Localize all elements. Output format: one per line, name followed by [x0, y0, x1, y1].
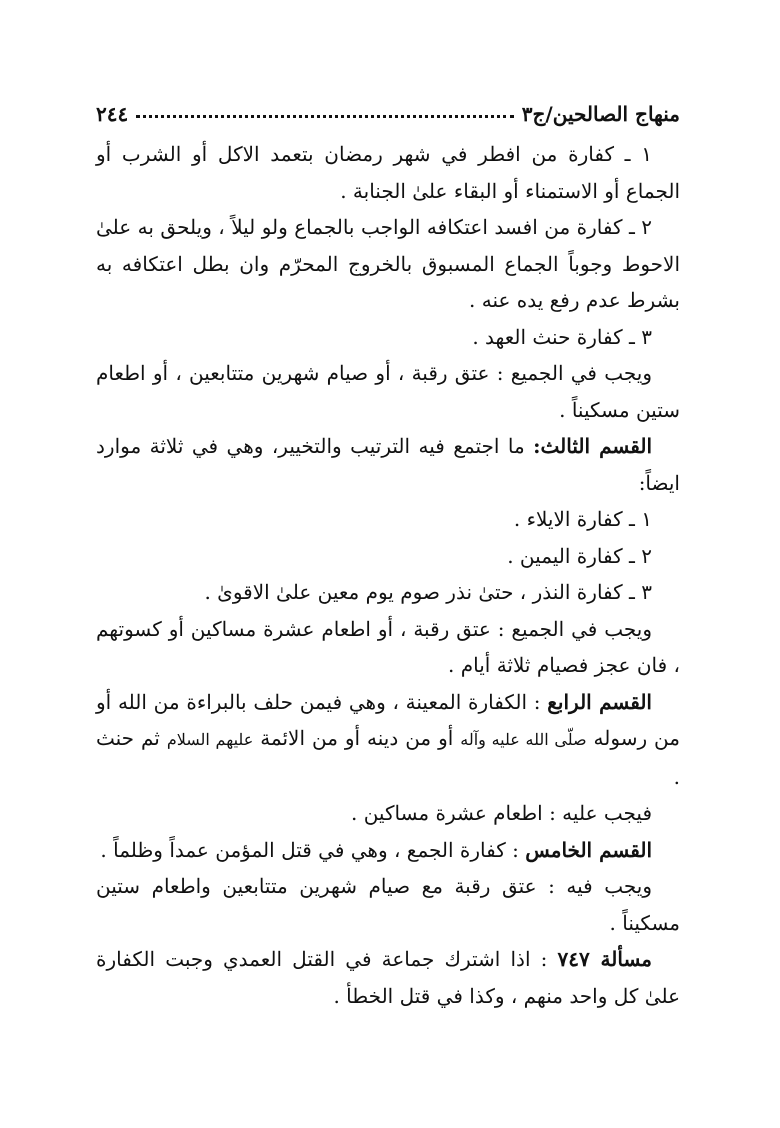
ruling-paragraph: فيجب عليه : اطعام عشرة مساكين .: [350, 801, 652, 825]
list-item-3: ٣ ـ كفارة النذر ، حتىٰ نذر صوم يوم معين علىٰ الاقوىٰ .: [204, 580, 652, 604]
section-heading: القسم الثالث:: [533, 434, 653, 458]
section-text: ثم حنث .: [96, 726, 680, 789]
section-text: : كفارة الجمع ، وهي في قتل المؤمن عمداً وظلماً .: [100, 837, 526, 862]
list-item-1: ١ ـ كفارة من افطر في شهر رمضان بتعمد الاكل أو الشرب أو الجماع أو الاستمناء أو البقاء علىٰ الجنابة .: [96, 142, 680, 203]
honorific-glyph: عليهم السلام: [166, 730, 254, 749]
issue-text: : اذا اشترك جماعة في القتل العمدي وجبت الكفارة علىٰ كل واحد منهم ، وكذا في قتل الخطأ .: [96, 947, 680, 1008]
section-text: أو من دينه أو من الائمة: [253, 726, 461, 750]
section-five: [96, 832, 680, 869]
ruling-paragraph: ويجب في الجميع : عتق رقبة ، أو اطعام عشرة مساكين أو كسوتهم ، فان عجز فصيام ثلاثة أيام .: [96, 616, 680, 677]
section-text: : الكفارة المعينة ، وهي فيمن حلف بالبراءة من الله أو من رسوله: [96, 689, 680, 750]
issue-heading: مسألة ٧٤٧: [557, 947, 652, 971]
list-item-2: ٢ ـ كفارة اليمين .: [507, 543, 652, 568]
page-header: [96, 92, 680, 126]
running-title: منهاج الصالحين/ج٣: [521, 102, 680, 126]
section-text: ما اجتمع فيه الترتيب والتخيير، وهي في ثلاثة موارد ايضاً:: [96, 434, 680, 495]
list-item-1: ١ ـ كفارة الايلاء .: [513, 507, 652, 531]
honorific-glyph: صلّى الله عليه وآله: [460, 730, 587, 749]
section-heading: القسم الرابع: [547, 689, 652, 714]
section-three: [96, 428, 680, 501]
section-four: [96, 684, 680, 796]
list-item-2: ٢ ـ كفارة من افسد اعتكافه الواجب بالجماع ولو ليلاً ، ويلحق به علىٰ الاحوط وجوباً الجماع المسبوق بالخروج المحرّم وان بطل اعتكافه به بشرط عدم رفع يده عنه .: [96, 215, 680, 312]
section-heading: القسم الخامس: [525, 837, 652, 862]
issue-747: [96, 941, 680, 1014]
header-dotted-leader: [136, 115, 514, 118]
ruling-paragraph: ويجب فيه : عتق رقبة مع صيام شهرين متتابعين واطعام ستين مسكيناً .: [96, 874, 680, 935]
body-text: [96, 136, 680, 1014]
list-item-3: ٣ ـ كفارة حنث العهد .: [472, 324, 652, 349]
page-number: ٢٤٤: [96, 102, 129, 126]
ruling-paragraph: ويجب في الجميع : عتق رقبة ، أو صيام شهرين متتابعين ، أو اطعام ستين مسكيناً .: [96, 361, 680, 422]
